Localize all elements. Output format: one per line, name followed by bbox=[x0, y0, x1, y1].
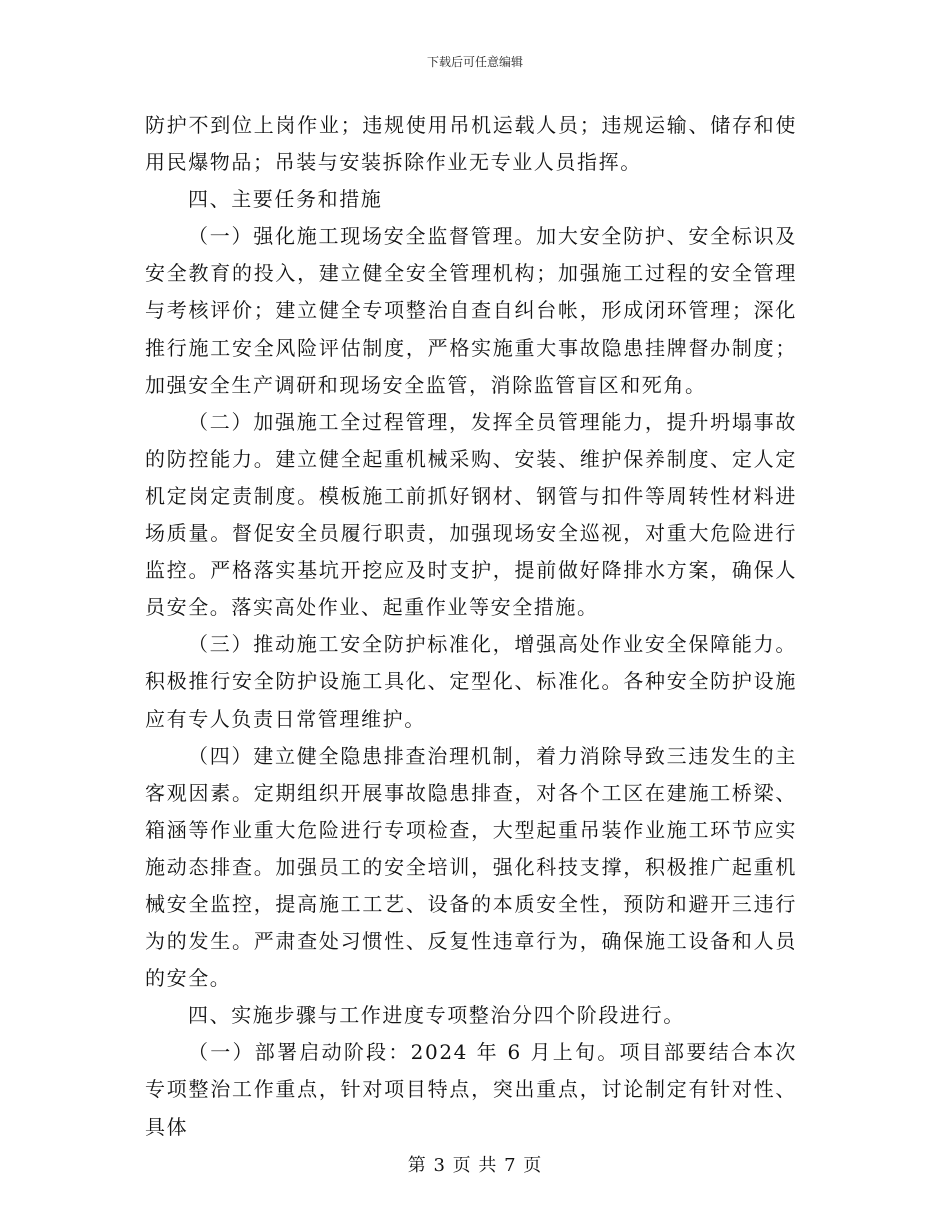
section-heading-tasks: 四、主要任务和措施 bbox=[188, 187, 383, 212]
document-body bbox=[145, 107, 797, 1146]
page-header: 下载后可任意编辑 bbox=[426, 55, 523, 69]
paragraph-item-4: （四）建立健全隐患排查治理机制，着力消除导致三违发生的主客观因素。定期组织开展事故隐患排查，对各个工区在建施工桥梁、箱涵等作业重大危险进行专项检查，大型起重吊装作业施工环节应实施动态排查。加强员工的安全培训，强化科技支撑，积极推广起重机械安全监控，提高施工工艺、设备的本质安全性，预防和避开三违行为的发生。严肃查处习惯性、反复性违章行为，确保施工设备和人员的安全。 bbox=[145, 743, 797, 991]
page-number-footer: 第 3 页 共 7 页 bbox=[407, 1155, 543, 1176]
paragraph-step-1: （一）部署启动阶段：2024 年 6 月上旬。项目部要结合本次专项整治工作重点，针对项目特点，突出重点，讨论制定有针对性、具体 bbox=[145, 1040, 797, 1139]
section-heading-steps: 四、实施步骤与工作进度专项整治分四个阶段进行。 bbox=[188, 1003, 685, 1028]
paragraph-item-2: （二）加强施工全过程管理，发挥全员管理能力，提升坍塌事故的防控能力。建立健全起重机械采购、安装、维护保养制度、定人定机定岗定责制度。模板施工前抓好钢材、钢管与扣件等周转性材料进场质量。督促安全员履行职责，加强现场安全巡视，对重大危险进行监控。严格落实基坑开挖应及时支护，提前做好降排水方案，确保人员安全。落实高处作业、起重作业等安全措施。 bbox=[145, 409, 797, 620]
paragraph-continuation: 防护不到位上岗作业；违规使用吊机运载人员；违规运输、储存和使用民爆物品；吊装与安装拆除作业无专业人员指挥。 bbox=[145, 113, 797, 175]
paragraph-item-1: （一）强化施工现场安全监督管理。加大安全防护、安全标识及安全教育的投入，建立健全安全管理机构；加强施工过程的安全管理与考核评价；建立健全专项整治自查自纠台帐，形成闭环管理；深化推行施工安全风险评估制度，严格实施重大事故隐患挂牌督办制度；加强安全生产调研和现场安全监管，消除监管盲区和死角。 bbox=[145, 224, 797, 397]
paragraph-item-3: （三）推动施工安全防护标准化，增强高处作业安全保障能力。积极推行安全防护设施工具化、定型化、标准化。各种安全防护设施应有专人负责日常管理维护。 bbox=[145, 632, 797, 731]
